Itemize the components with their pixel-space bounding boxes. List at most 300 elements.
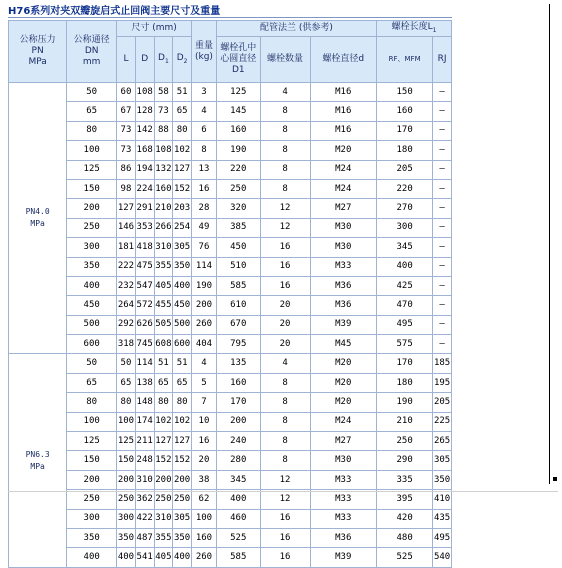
pressure-value: PN6.3 xyxy=(25,449,50,459)
cell-bolt-count: 12 xyxy=(260,490,310,509)
cell-bolt-diameter: M24 xyxy=(310,412,377,431)
cell-D: 248 xyxy=(135,451,154,470)
cell-D1: 73 xyxy=(154,102,173,121)
cell-D1: 266 xyxy=(154,218,173,237)
cell-bolt-diameter: M33 xyxy=(310,257,377,276)
cell-bolt-count: 16 xyxy=(260,238,310,257)
cell-bolt-diameter: M27 xyxy=(310,432,377,451)
cell-D: 194 xyxy=(135,160,154,179)
cell-rf-mfm: 425 xyxy=(377,276,433,295)
cell-bolt-diameter: M20 xyxy=(310,393,377,412)
table-row xyxy=(9,296,452,315)
cell-bolt-diameter: M36 xyxy=(310,296,377,315)
cell-rj: 350 xyxy=(433,470,452,489)
cell-rj: — xyxy=(433,102,452,121)
cell-bolt-circle: 610 xyxy=(216,296,260,315)
cell-L: 150 xyxy=(117,451,136,470)
header-bolt-circle: 螺栓孔中心圆直径D1 xyxy=(216,37,260,83)
header-col-D1-sub: 1 xyxy=(164,57,169,65)
cell-bolt-diameter: M24 xyxy=(310,160,377,179)
table-row xyxy=(9,412,452,431)
cell-bolt-count: 12 xyxy=(260,470,310,489)
table-row xyxy=(9,393,452,412)
header-col-D2-label: D xyxy=(176,53,184,64)
cell-rf-mfm: 205 xyxy=(377,160,433,179)
cell-rf-mfm: 480 xyxy=(377,528,433,547)
pressure-value: PN4.0 xyxy=(25,207,50,217)
cell-rj: — xyxy=(433,179,452,198)
frame-right-edge xyxy=(549,4,550,484)
cell-rj: — xyxy=(433,199,452,218)
cell-D2: 254 xyxy=(173,218,192,237)
table-row xyxy=(9,509,452,528)
cell-weight: 114 xyxy=(191,257,216,276)
cell-L: 146 xyxy=(117,218,136,237)
cell-bolt-circle: 460 xyxy=(216,509,260,528)
table-row xyxy=(9,276,452,295)
cell-bolt-diameter: M16 xyxy=(310,121,377,140)
cell-D1: 58 xyxy=(154,83,173,102)
frame-bottom-edge xyxy=(8,491,558,492)
cell-D: 114 xyxy=(135,354,154,373)
cell-L: 50 xyxy=(117,354,136,373)
cell-bolt-diameter: M30 xyxy=(310,238,377,257)
cell-bolt-diameter: M20 xyxy=(310,141,377,160)
cell-weight: 4 xyxy=(191,102,216,121)
table-row xyxy=(9,335,452,354)
cell-D2: 200 xyxy=(173,470,192,489)
cell-dn: 65 xyxy=(67,102,117,121)
cell-rf-mfm: 470 xyxy=(377,296,433,315)
cell-bolt-circle: 585 xyxy=(216,276,260,295)
cell-D1: 127 xyxy=(154,432,173,451)
cell-D: 108 xyxy=(135,83,154,102)
cell-rj: — xyxy=(433,315,452,334)
cell-rf-mfm: 400 xyxy=(377,257,433,276)
cell-weight: 4 xyxy=(191,354,216,373)
cell-dn: 100 xyxy=(67,412,117,431)
cell-bolt-circle: 250 xyxy=(216,179,260,198)
cell-dn: 200 xyxy=(67,470,117,489)
cell-D: 174 xyxy=(135,412,154,431)
cell-bolt-diameter: M30 xyxy=(310,451,377,470)
cell-weight: 49 xyxy=(191,218,216,237)
header-weight xyxy=(191,21,216,83)
header-dn-label: 公称通径 xyxy=(73,35,110,45)
table-row xyxy=(9,373,452,392)
cell-bolt-count: 12 xyxy=(260,218,310,237)
cell-D1: 405 xyxy=(154,276,173,295)
cell-weight: 20 xyxy=(191,451,216,470)
cell-bolt-circle: 525 xyxy=(216,528,260,547)
cell-rf-mfm: 525 xyxy=(377,548,433,567)
cell-L: 73 xyxy=(117,141,136,160)
cell-L: 250 xyxy=(117,490,136,509)
cell-weight: 160 xyxy=(191,528,216,547)
header-dn xyxy=(67,21,117,83)
cell-rj: — xyxy=(433,335,452,354)
cell-bolt-diameter: M33 xyxy=(310,470,377,489)
cell-weight: 5 xyxy=(191,373,216,392)
cell-rf-mfm: 300 xyxy=(377,218,433,237)
cell-rf-mfm: 170 xyxy=(377,354,433,373)
cell-dn: 125 xyxy=(67,160,117,179)
cell-rj: 435 xyxy=(433,509,452,528)
header-pn xyxy=(9,21,67,83)
cell-bolt-circle: 170 xyxy=(216,393,260,412)
cell-dn: 500 xyxy=(67,315,117,334)
cell-weight: 190 xyxy=(191,276,216,295)
cell-D: 128 xyxy=(135,102,154,121)
cell-bolt-circle: 160 xyxy=(216,373,260,392)
header-dimensions: 尺寸 (mm) xyxy=(117,21,192,37)
cell-weight: 200 xyxy=(191,296,216,315)
header-flange: 配管法兰 (供参考) xyxy=(216,21,376,37)
cell-weight: 76 xyxy=(191,238,216,257)
cell-L: 222 xyxy=(117,257,136,276)
cell-D: 224 xyxy=(135,179,154,198)
cell-L: 264 xyxy=(117,296,136,315)
cell-bolt-circle: 280 xyxy=(216,451,260,470)
cell-rf-mfm: 420 xyxy=(377,509,433,528)
table-row xyxy=(9,354,452,373)
cell-rf-mfm: 575 xyxy=(377,335,433,354)
cell-weight: 3 xyxy=(191,83,216,102)
cell-D2: 152 xyxy=(173,451,192,470)
cell-D1: 405 xyxy=(154,548,173,567)
cell-D: 572 xyxy=(135,296,154,315)
cell-D1: 200 xyxy=(154,470,173,489)
cell-D: 422 xyxy=(135,509,154,528)
cell-dn: 50 xyxy=(67,354,117,373)
cell-bolt-diameter: M30 xyxy=(310,218,377,237)
cell-rf-mfm: 345 xyxy=(377,238,433,257)
cell-D: 626 xyxy=(135,315,154,334)
header-col-L: L xyxy=(117,37,136,83)
cell-bolt-count: 8 xyxy=(260,393,310,412)
cell-rj: — xyxy=(433,238,452,257)
cell-bolt-circle: 160 xyxy=(216,121,260,140)
cell-bolt-circle: 795 xyxy=(216,335,260,354)
cell-bolt-circle: 220 xyxy=(216,160,260,179)
cell-bolt-count: 20 xyxy=(260,315,310,334)
cell-D1: 51 xyxy=(154,354,173,373)
frame-corner-mark xyxy=(553,477,557,481)
cell-dn: 450 xyxy=(67,296,117,315)
cell-bolt-diameter: M36 xyxy=(310,276,377,295)
cell-bolt-circle: 200 xyxy=(216,412,260,431)
table-row xyxy=(9,83,452,102)
cell-D2: 127 xyxy=(173,432,192,451)
table-row xyxy=(9,548,452,567)
cell-rj: 225 xyxy=(433,412,452,431)
cell-dn: 300 xyxy=(67,238,117,257)
cell-D: 138 xyxy=(135,373,154,392)
cell-D2: 51 xyxy=(173,354,192,373)
cell-D1: 65 xyxy=(154,373,173,392)
cell-bolt-circle: 135 xyxy=(216,354,260,373)
cell-weight: 260 xyxy=(191,548,216,567)
cell-rf-mfm: 180 xyxy=(377,141,433,160)
cell-D2: 102 xyxy=(173,412,192,431)
cell-D2: 450 xyxy=(173,296,192,315)
cell-D: 148 xyxy=(135,393,154,412)
cell-D1: 355 xyxy=(154,528,173,547)
cell-bolt-count: 20 xyxy=(260,296,310,315)
cell-dn: 250 xyxy=(67,218,117,237)
cell-dn: 600 xyxy=(67,335,117,354)
cell-bolt-count: 8 xyxy=(260,179,310,198)
cell-D2: 65 xyxy=(173,373,192,392)
cell-rj: — xyxy=(433,121,452,140)
cell-rf-mfm: 170 xyxy=(377,121,433,140)
table-row xyxy=(9,102,452,121)
cell-dn: 50 xyxy=(67,83,117,102)
cell-bolt-circle: 400 xyxy=(216,490,260,509)
cell-rf-mfm: 150 xyxy=(377,83,433,102)
cell-bolt-count: 12 xyxy=(260,199,310,218)
cell-weight: 16 xyxy=(191,179,216,198)
cell-D2: 80 xyxy=(173,393,192,412)
cell-bolt-count: 8 xyxy=(260,121,310,140)
cell-D2: 500 xyxy=(173,315,192,334)
header-dn-unit: mm xyxy=(82,57,101,67)
cell-dn: 350 xyxy=(67,257,117,276)
cell-bolt-circle: 670 xyxy=(216,315,260,334)
cell-L: 300 xyxy=(117,509,136,528)
cell-rf-mfm: 160 xyxy=(377,102,433,121)
cell-weight: 13 xyxy=(191,160,216,179)
spec-table xyxy=(8,20,452,568)
cell-D: 142 xyxy=(135,121,154,140)
table-row xyxy=(9,141,452,160)
cell-weight: 16 xyxy=(191,432,216,451)
cell-bolt-circle: 510 xyxy=(216,257,260,276)
cell-bolt-count: 8 xyxy=(260,412,310,431)
cell-bolt-count: 16 xyxy=(260,548,310,567)
cell-L: 127 xyxy=(117,199,136,218)
header-col-D1-label: D xyxy=(158,53,165,64)
cell-D1: 250 xyxy=(154,490,173,509)
cell-weight: 38 xyxy=(191,470,216,489)
cell-rj: 495 xyxy=(433,528,452,547)
cell-rj: — xyxy=(433,276,452,295)
cell-bolt-count: 4 xyxy=(260,354,310,373)
cell-rf-mfm: 210 xyxy=(377,412,433,431)
cell-D2: 51 xyxy=(173,83,192,102)
cell-bolt-diameter: M39 xyxy=(310,315,377,334)
cell-bolt-diameter: M45 xyxy=(310,335,377,354)
header-col-D2-sub: 2 xyxy=(183,57,188,65)
pressure-unit: MPa xyxy=(30,461,45,471)
cell-dn: 80 xyxy=(67,393,117,412)
cell-D1: 102 xyxy=(154,412,173,431)
cell-D1: 505 xyxy=(154,315,173,334)
cell-dn: 300 xyxy=(67,509,117,528)
cell-D: 168 xyxy=(135,141,154,160)
cell-bolt-count: 8 xyxy=(260,373,310,392)
cell-bolt-diameter: M20 xyxy=(310,373,377,392)
cell-dn: 350 xyxy=(67,528,117,547)
cell-bolt-circle: 385 xyxy=(216,218,260,237)
header-weight-unit: (kg) xyxy=(194,51,213,62)
cell-bolt-circle: 125 xyxy=(216,83,260,102)
cell-D1: 210 xyxy=(154,199,173,218)
cell-rj: 305 xyxy=(433,451,452,470)
table-row xyxy=(9,490,452,509)
cell-L: 86 xyxy=(117,160,136,179)
cell-D2: 350 xyxy=(173,528,192,547)
cell-L: 200 xyxy=(117,470,136,489)
header-rf-mfm: RF、MFM xyxy=(377,37,433,83)
cell-weight: 260 xyxy=(191,315,216,334)
header-weight-label: 重量 xyxy=(194,40,213,51)
header-bolt-diameter: 螺栓直径d xyxy=(310,37,377,83)
cell-dn: 400 xyxy=(67,548,117,567)
cell-dn: 150 xyxy=(67,179,117,198)
cell-rf-mfm: 395 xyxy=(377,490,433,509)
cell-D1: 355 xyxy=(154,257,173,276)
cell-dn: 80 xyxy=(67,121,117,140)
cell-bolt-count: 16 xyxy=(260,528,310,547)
cell-bolt-circle: 450 xyxy=(216,238,260,257)
cell-D2: 305 xyxy=(173,238,192,257)
cell-D: 310 xyxy=(135,470,154,489)
cell-rj: — xyxy=(433,160,452,179)
header-col-D1 xyxy=(154,37,173,83)
cell-bolt-diameter: M33 xyxy=(310,509,377,528)
cell-dn: 125 xyxy=(67,432,117,451)
cell-D: 475 xyxy=(135,257,154,276)
cell-D2: 400 xyxy=(173,276,192,295)
cell-D: 418 xyxy=(135,238,154,257)
cell-bolt-diameter: M36 xyxy=(310,528,377,547)
cell-rj: — xyxy=(433,141,452,160)
cell-rj: 195 xyxy=(433,373,452,392)
cell-rj: 185 xyxy=(433,354,452,373)
cell-D: 211 xyxy=(135,432,154,451)
cell-D: 362 xyxy=(135,490,154,509)
cell-bolt-count: 8 xyxy=(260,432,310,451)
cell-D1: 455 xyxy=(154,296,173,315)
cell-D2: 65 xyxy=(173,102,192,121)
title-underline xyxy=(8,17,452,18)
cell-bolt-diameter: M39 xyxy=(310,548,377,567)
cell-D1: 310 xyxy=(154,238,173,257)
cell-bolt-diameter: M16 xyxy=(310,83,377,102)
cell-bolt-count: 4 xyxy=(260,83,310,102)
cell-dn: 100 xyxy=(67,141,117,160)
table-row xyxy=(9,199,452,218)
header-bolt-length-label: 螺栓长度L xyxy=(391,22,433,33)
cell-bolt-count: 8 xyxy=(260,102,310,121)
cell-L: 98 xyxy=(117,179,136,198)
header-bolt-count: 螺栓数量 xyxy=(260,37,310,83)
cell-weight: 100 xyxy=(191,509,216,528)
cell-bolt-count: 20 xyxy=(260,335,310,354)
header-col-D2 xyxy=(173,37,192,83)
cell-L: 60 xyxy=(117,83,136,102)
cell-dn: 65 xyxy=(67,373,117,392)
cell-L: 125 xyxy=(117,432,136,451)
cell-rf-mfm: 190 xyxy=(377,393,433,412)
cell-weight: 404 xyxy=(191,335,216,354)
cell-rf-mfm: 495 xyxy=(377,315,433,334)
cell-bolt-circle: 145 xyxy=(216,102,260,121)
cell-dn: 150 xyxy=(67,451,117,470)
pressure-unit: MPa xyxy=(30,219,45,229)
cell-bolt-circle: 190 xyxy=(216,141,260,160)
header-bolt-length-sub: 1 xyxy=(432,26,437,34)
cell-bolt-diameter: M33 xyxy=(310,490,377,509)
header-dn-symbol: DN xyxy=(84,46,99,56)
cell-D2: 400 xyxy=(173,548,192,567)
cell-bolt-count: 16 xyxy=(260,257,310,276)
cell-weight: 6 xyxy=(191,121,216,140)
cell-weight: 28 xyxy=(191,199,216,218)
cell-D2: 152 xyxy=(173,179,192,198)
header-pn-label: 公称压力 xyxy=(19,35,56,45)
cell-D1: 108 xyxy=(154,141,173,160)
cell-bolt-count: 8 xyxy=(260,141,310,160)
cell-bolt-circle: 320 xyxy=(216,199,260,218)
table-row xyxy=(9,238,452,257)
cell-D1: 88 xyxy=(154,121,173,140)
cell-D2: 250 xyxy=(173,490,192,509)
cell-bolt-diameter: M24 xyxy=(310,179,377,198)
pressure-group-cell xyxy=(9,354,67,567)
cell-D: 547 xyxy=(135,276,154,295)
cell-D1: 160 xyxy=(154,179,173,198)
cell-bolt-circle: 240 xyxy=(216,432,260,451)
cell-D2: 80 xyxy=(173,121,192,140)
cell-dn: 400 xyxy=(67,276,117,295)
cell-rf-mfm: 180 xyxy=(377,373,433,392)
cell-D1: 310 xyxy=(154,509,173,528)
cell-bolt-circle: 345 xyxy=(216,470,260,489)
table-row xyxy=(9,121,452,140)
table-row xyxy=(9,528,452,547)
header-pn-symbol: PN xyxy=(31,46,44,56)
cell-L: 80 xyxy=(117,393,136,412)
cell-bolt-count: 8 xyxy=(260,160,310,179)
cell-D: 353 xyxy=(135,218,154,237)
table-row xyxy=(9,432,452,451)
cell-D2: 102 xyxy=(173,141,192,160)
table-row xyxy=(9,315,452,334)
cell-D: 541 xyxy=(135,548,154,567)
cell-rf-mfm: 335 xyxy=(377,470,433,489)
cell-L: 67 xyxy=(117,102,136,121)
cell-D: 291 xyxy=(135,199,154,218)
cell-weight: 62 xyxy=(191,490,216,509)
cell-L: 318 xyxy=(117,335,136,354)
cell-weight: 8 xyxy=(191,141,216,160)
cell-rj: — xyxy=(433,83,452,102)
table-row xyxy=(9,470,452,489)
cell-rj: 265 xyxy=(433,432,452,451)
pressure-group-cell xyxy=(9,83,67,354)
cell-bolt-diameter: M16 xyxy=(310,102,377,121)
cell-bolt-count: 16 xyxy=(260,509,310,528)
cell-L: 73 xyxy=(117,121,136,140)
cell-rj: 410 xyxy=(433,490,452,509)
cell-D1: 132 xyxy=(154,160,173,179)
cell-L: 232 xyxy=(117,276,136,295)
cell-rf-mfm: 250 xyxy=(377,432,433,451)
cell-D1: 608 xyxy=(154,335,173,354)
cell-weight: 7 xyxy=(191,393,216,412)
